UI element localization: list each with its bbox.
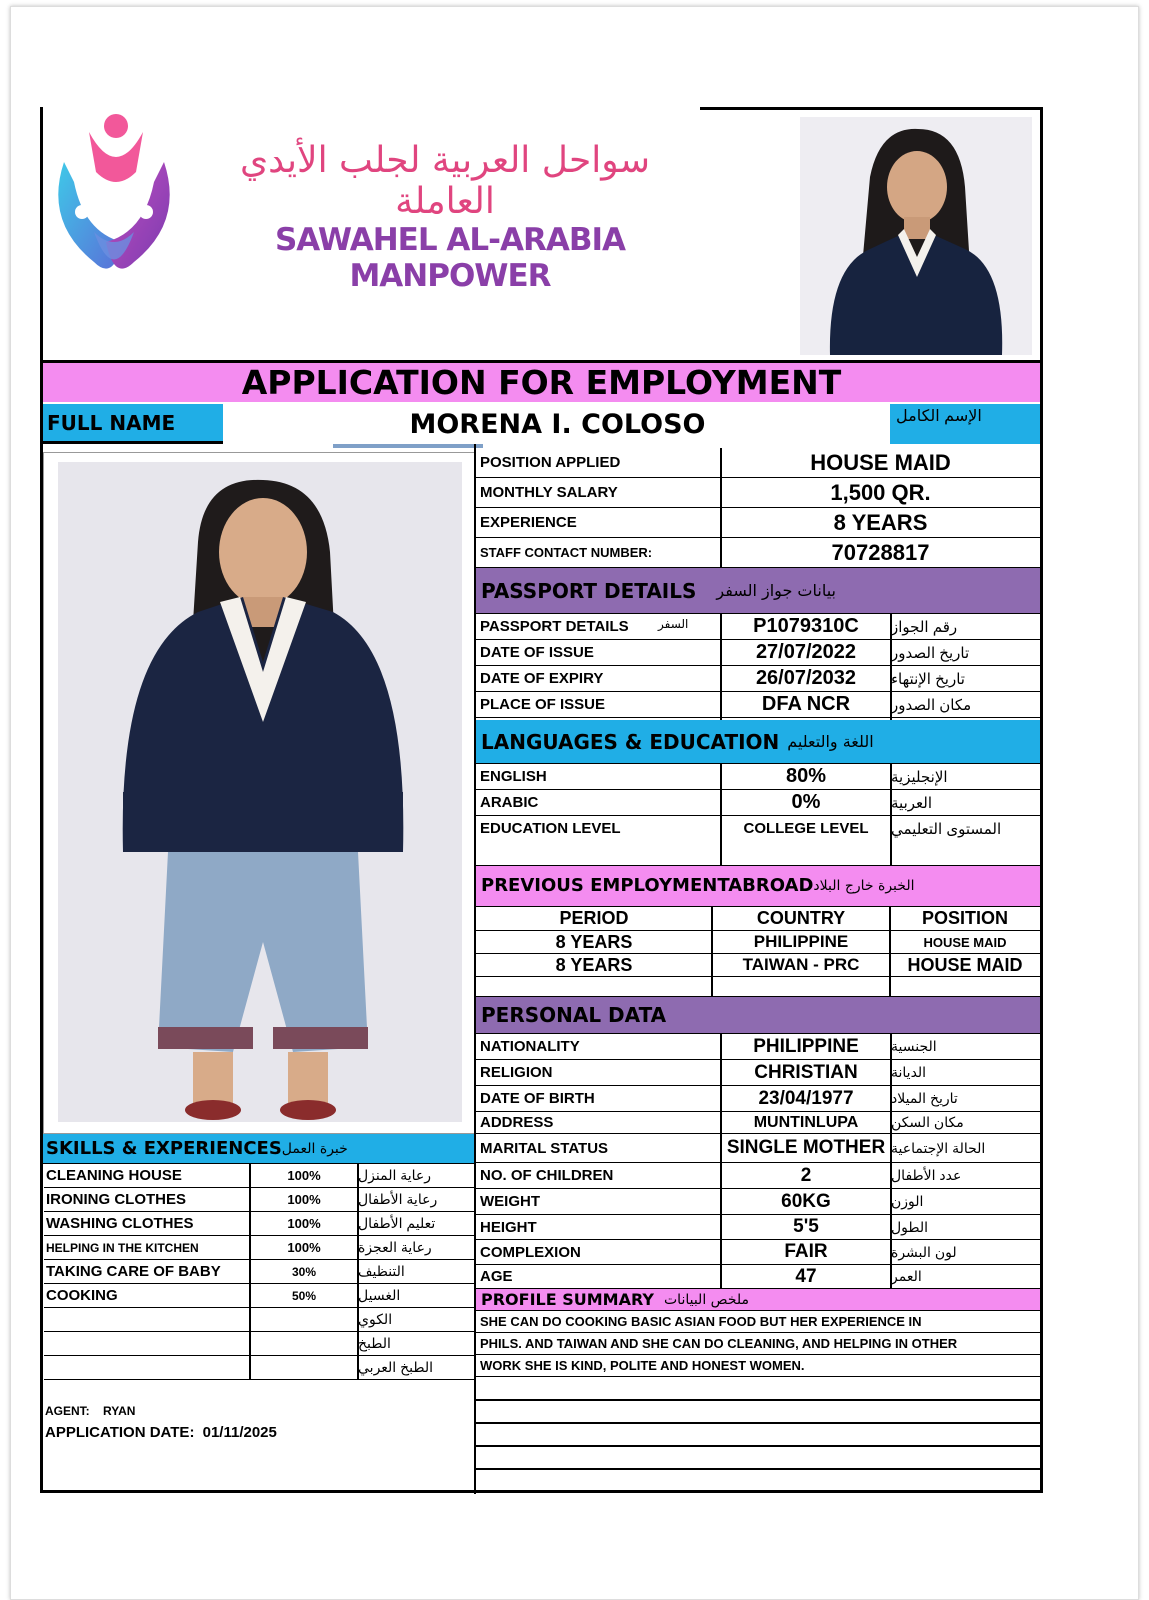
form-title: [43, 360, 1040, 402]
previous-column-header: PERIOD: [476, 907, 712, 931]
top-border: [700, 107, 1043, 110]
full-name-label-text: FULL NAME: [47, 410, 176, 435]
personal-value: FAIR: [721, 1240, 891, 1265]
job-label: MONTHLY SALARY: [476, 478, 721, 508]
previous-country: TAIWAN - PRC: [712, 954, 890, 977]
skills-heading: [43, 1134, 475, 1164]
passport-value: DFA NCR: [721, 692, 891, 718]
profile-empty-rule: [476, 1491, 1040, 1493]
passport-label-ar: تاريخ الإنتهاء: [891, 666, 1040, 692]
skill-value: [250, 1332, 358, 1356]
profile-empty-rule: [476, 1422, 1040, 1424]
agent-name: RYAN: [103, 1404, 136, 1418]
skill-label-ar: رعاية المنزل: [358, 1164, 475, 1188]
passport-label-ar: مكان الصدور: [891, 692, 1040, 718]
skill-value: 100%: [250, 1212, 358, 1236]
personal-heading-text: PERSONAL DATA: [481, 1003, 667, 1027]
personal-label: DATE OF BIRTH: [476, 1086, 721, 1112]
personal-value: 5'5: [721, 1215, 891, 1240]
personal-label: ADDRESS: [476, 1112, 721, 1134]
previous-period: 8 YEARS: [476, 931, 712, 954]
personal-label: AGE: [476, 1265, 721, 1289]
applicant-photo-small: [800, 117, 1032, 355]
previous-heading-text: PREVIOUS EMPLOYMENTABROAD: [481, 875, 814, 896]
language-label: ARABIC: [476, 790, 721, 816]
skill-label-ar: الطبخ العربي: [358, 1356, 475, 1380]
personal-label-ar: الجنسية: [891, 1034, 1040, 1060]
language-label: EDUCATION LEVEL: [476, 816, 721, 866]
profile-empty-rule: [476, 1399, 1040, 1401]
job-col-divider: [720, 448, 722, 568]
languages-col-divider-2: [890, 764, 892, 865]
people-logo-icon: [44, 112, 184, 292]
personal-value: PHILIPPINE: [721, 1034, 891, 1060]
skill-label: [44, 1356, 250, 1380]
skill-value: [250, 1356, 358, 1380]
skill-label-ar: التنظيف: [358, 1260, 475, 1284]
personal-label-ar: مكان السكن: [891, 1112, 1040, 1134]
previous-empty-row: [476, 977, 1040, 997]
passport-label: PLACE OF ISSUE: [476, 692, 721, 718]
personal-heading: [475, 997, 1040, 1034]
job-value: 70728817: [721, 538, 1040, 568]
skills-heading-text: SKILLS & EXPERIENCES: [46, 1138, 282, 1159]
previous-country: PHILIPPINE: [712, 931, 890, 954]
passport-label-ar-inline: السفر: [658, 617, 689, 631]
profile-line: SHE CAN DO COOKING BASIC ASIAN FOOD BUT HER EXPERIENCE IN: [476, 1311, 1040, 1333]
profile-heading-text: PROFILE SUMMARY: [481, 1290, 654, 1309]
skill-label-ar: الطبخ: [358, 1332, 475, 1356]
language-value: 80%: [721, 764, 891, 790]
personal-col-divider-2: [890, 1034, 892, 1289]
full-name-label-ar: الإسم الكامل: [890, 404, 1040, 444]
full-name-value: MORENA I. COLOSO: [409, 408, 706, 440]
application-date-value: 01/11/2025: [202, 1424, 277, 1441]
passport-label: DATE OF ISSUE: [476, 640, 721, 666]
personal-label-ar: لون البشرة: [891, 1240, 1040, 1265]
passport-label-ar: رقم الجواز: [891, 614, 1040, 640]
passport-value: 26/07/2032: [721, 666, 891, 692]
personal-value: 47: [721, 1265, 891, 1289]
previous-position: HOUSE MAID: [890, 954, 1040, 977]
skill-value: 100%: [250, 1236, 358, 1260]
skill-label: [44, 1308, 250, 1332]
job-value: 8 YEARS: [721, 508, 1040, 538]
skill-label-ar: رعاية الأطفال: [358, 1188, 475, 1212]
personal-label: WEIGHT: [476, 1189, 721, 1215]
personal-value: 2: [721, 1163, 891, 1189]
personal-label: NATIONALITY: [476, 1034, 721, 1060]
skill-value: 100%: [250, 1164, 358, 1188]
languages-heading: [475, 720, 1040, 764]
profile-line: PHILS. AND TAIWAN AND SHE CAN DO CLEANING, AND HELPING IN OTHER: [476, 1333, 1040, 1355]
skill-label: [44, 1332, 250, 1356]
language-label: ENGLISH: [476, 764, 721, 790]
passport-col-divider-2: [890, 614, 892, 720]
personal-label: MARITAL STATUS: [476, 1134, 721, 1163]
job-label: POSITION APPLIED: [476, 448, 721, 478]
personal-label: NO. OF CHILDREN: [476, 1163, 721, 1189]
personal-label-ar: تاريخ الميلاد: [891, 1086, 1040, 1112]
personal-value: MUNTINLUPA: [721, 1112, 891, 1134]
skill-label-ar: الغسيل: [358, 1284, 475, 1308]
language-label-ar: الإنجليزية: [891, 764, 1040, 790]
personal-label: COMPLEXION: [476, 1240, 721, 1265]
languages-heading-ar: اللغة والتعليم: [787, 732, 874, 751]
skill-label-ar: رعاية العجزة: [358, 1236, 475, 1260]
previous-heading: [475, 865, 1040, 907]
passport-heading-ar: بيانات جواز السفر: [716, 581, 836, 600]
personal-label: RELIGION: [476, 1060, 721, 1086]
skill-value: 30%: [250, 1260, 358, 1284]
name-underline: [333, 444, 483, 448]
skill-label: CLEANING HOUSE: [44, 1164, 250, 1188]
applicant-photo-full: [58, 462, 462, 1122]
personal-value: 23/04/1977: [721, 1086, 891, 1112]
personal-value: 60KG: [721, 1189, 891, 1215]
personal-label-ar: عدد الأطفال: [891, 1163, 1040, 1189]
agent-line: [45, 1404, 135, 1418]
profile-line: WORK SHE IS KIND, POLITE AND HONEST WOMEN.: [476, 1355, 1040, 1377]
passport-col-divider-1: [720, 614, 722, 720]
agent-label: AGENT:: [45, 1404, 90, 1418]
passport-label: PASSPORT DETAILS: [476, 614, 721, 640]
language-label-ar: العربية: [891, 790, 1040, 816]
personal-label-ar: الوزن: [891, 1189, 1040, 1215]
personal-label-ar: الطول: [891, 1215, 1040, 1240]
personal-label-ar: العمر: [891, 1265, 1040, 1289]
personal-label-ar: الحالة الإجتماعية: [891, 1134, 1040, 1163]
previous-col-divider-1: [711, 907, 713, 997]
personal-label-ar: الديانة: [891, 1060, 1040, 1086]
skill-value: [250, 1308, 358, 1332]
passport-heading: [475, 568, 1040, 614]
languages-col-divider-1: [720, 764, 722, 865]
language-value: COLLEGE LEVEL: [721, 816, 891, 866]
company-name-en: SAWAHEL AL-ARABIA MANPOWER: [274, 222, 625, 294]
passport-label: DATE OF EXPIRY: [476, 666, 721, 692]
previous-period: 8 YEARS: [476, 954, 712, 977]
application-date-line: [45, 1424, 277, 1441]
job-value: HOUSE MAID: [721, 448, 1040, 478]
profile-heading-ar: ملخص البيانات: [664, 1291, 749, 1308]
personal-value: CHRISTIAN: [721, 1060, 891, 1086]
form-title-text: APPLICATION FOR EMPLOYMENT: [241, 363, 842, 402]
full-name-label: [43, 404, 223, 444]
application-date-label: APPLICATION DATE:: [45, 1424, 195, 1441]
skill-label: IRONING CLOTHES: [44, 1188, 250, 1212]
profile-heading: [475, 1289, 1040, 1311]
previous-column-header: COUNTRY: [712, 907, 890, 931]
profile-empty-rule: [476, 1468, 1040, 1470]
skill-value: 50%: [250, 1284, 358, 1308]
profile-empty-rule: [476, 1445, 1040, 1447]
skills-col-divider-2: [357, 1164, 359, 1380]
personal-label: HEIGHT: [476, 1215, 721, 1240]
skill-label: HELPING IN THE KITCHEN: [44, 1236, 250, 1260]
personal-value: SINGLE MOTHER: [721, 1134, 891, 1163]
language-value: 0%: [721, 790, 891, 816]
skill-label: WASHING CLOTHES: [44, 1212, 250, 1236]
skill-label: COOKING: [44, 1284, 250, 1308]
skills-heading-ar: خبرة العمل: [281, 1140, 348, 1157]
passport-value: P1079310C: [721, 614, 891, 640]
languages-heading-text: LANGUAGES & EDUCATION: [481, 729, 780, 754]
job-value: 1,500 QR.: [721, 478, 1040, 508]
passport-value: 27/07/2022: [721, 640, 891, 666]
previous-heading-ar: الخبرة خارج البلاد: [813, 877, 915, 894]
passport-heading-text: PASSPORT DETAILS: [481, 578, 697, 603]
skill-value: 100%: [250, 1188, 358, 1212]
company-logo: [44, 112, 184, 292]
skill-label-ar: تعليم الأطفال: [358, 1212, 475, 1236]
previous-col-divider-2: [889, 907, 891, 997]
company-name-ar: سواحل العربية لجلب الأيدي العاملة: [239, 140, 651, 222]
skill-label: TAKING CARE OF BABY: [44, 1260, 250, 1284]
skills-col-divider-1: [249, 1164, 251, 1380]
language-label-ar: المستوى التعليمي: [891, 816, 1040, 866]
job-label: STAFF CONTACT NUMBER:: [476, 538, 721, 568]
previous-position: HOUSE MAID: [890, 931, 1040, 954]
previous-column-header: POSITION: [890, 907, 1040, 931]
skill-label-ar: الكوي: [358, 1308, 475, 1332]
passport-label-ar: تاريخ الصدور: [891, 640, 1040, 666]
job-label: EXPERIENCE: [476, 508, 721, 538]
personal-col-divider-1: [720, 1034, 722, 1289]
